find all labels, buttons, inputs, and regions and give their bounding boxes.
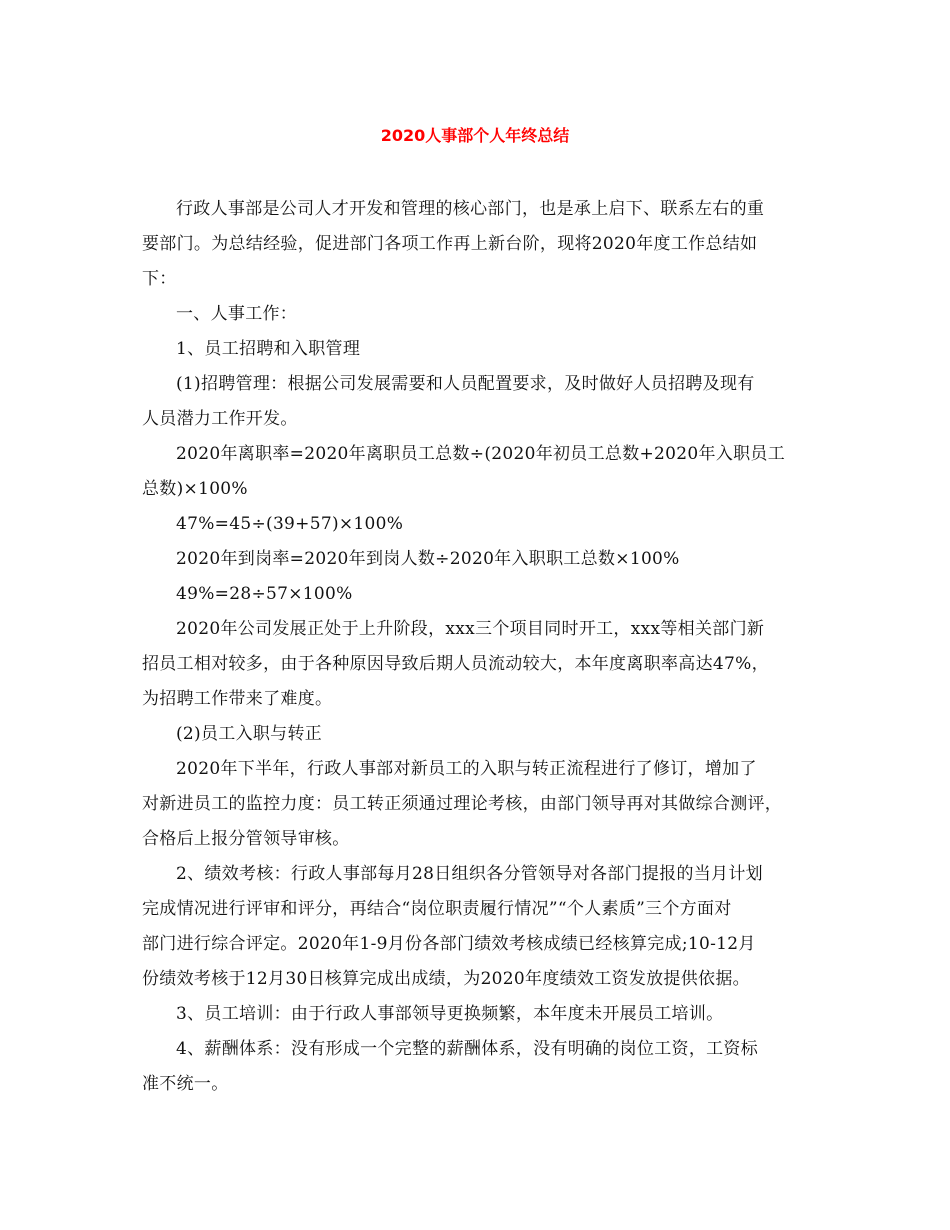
paragraph <box>142 717 822 752</box>
text-line: 准不统一。 <box>142 1074 229 1094</box>
text-line: 行政人事部是公司人才开发和管理的核心部门，也是承上启下、联系左右的重 <box>176 199 765 219</box>
paragraph <box>142 997 822 1032</box>
text-line: 下： <box>142 269 177 289</box>
paragraph <box>142 577 822 612</box>
text-line: 1、员工招聘和入职管理 <box>176 339 361 359</box>
paragraph <box>142 542 822 577</box>
text-line: 份绩效考核于12月30日核算完成出成绩，为2020年度绩效工资发放提供依据。 <box>142 969 750 989</box>
text-line: 完成情况进行评审和评分，再结合“岗位职责履行情况”“个人素质”三个方面对 <box>142 899 732 919</box>
text-line: 部门进行综合评定。2020年1-9月份各部门绩效考核成绩已经核算完成;10-12月 <box>142 934 756 954</box>
text-line: 为招聘工作带来了难度。 <box>142 689 333 709</box>
paragraph <box>142 192 822 297</box>
paragraph <box>142 332 822 367</box>
document-body <box>142 192 822 1102</box>
text-line: 对新进员工的监控力度：员工转正须通过理论考核，由部门领导再对其做综合测评， <box>142 794 783 814</box>
text-line: 合格后上报分管领导审核。 <box>142 829 350 849</box>
document-title: 2020人事部个人年终总结 <box>380 126 570 145</box>
text-line: 一、人事工作： <box>176 304 298 324</box>
text-line: 47%=45÷(39+57)×100% <box>176 514 404 534</box>
text-line: (2)员工入职与转正 <box>176 724 323 744</box>
paragraph <box>142 367 822 437</box>
text-line: 人员潜力工作开发。 <box>142 409 298 429</box>
text-line: (1)招聘管理：根据公司发展需要和人员配置要求，及时做好人员招聘及现有 <box>176 374 755 394</box>
text-line: 招员工相对较多，由于各种原因导致后期人员流动较大，本年度离职率高达47%， <box>142 654 769 674</box>
text-line: 2020年到岗率=2020年到岗人数÷2020年入职职工总数×100% <box>176 549 680 569</box>
text-line: 2020年公司发展正处于上升阶段，xxx三个项目同时开工，xxx等相关部门新 <box>176 619 765 639</box>
text-line: 要部门。为总结经验，促进部门各项工作再上新台阶，现将2020年度工作总结如 <box>142 234 758 254</box>
paragraph <box>142 297 822 332</box>
paragraph <box>142 857 822 997</box>
paragraph <box>142 437 822 507</box>
text-line: 49%=28÷57×100% <box>176 584 353 604</box>
paragraph <box>142 612 822 717</box>
text-line: 2、绩效考核：行政人事部每月28日组织各分管领导对各部门提报的当月计划 <box>176 864 763 884</box>
text-line: 2020年离职率=2020年离职员工总数÷(2020年初员工总数+2020年入职员工 <box>176 444 786 464</box>
text-line: 3、员工培训：由于行政人事部领导更换频繁，本年度未开展员工培训。 <box>176 1004 724 1024</box>
paragraph <box>142 507 822 542</box>
paragraph <box>142 1032 822 1102</box>
paragraph <box>142 752 822 857</box>
text-line: 总数)×100% <box>142 479 248 499</box>
text-line: 4、薪酬体系：没有形成一个完整的薪酬体系，没有明确的岗位工资，工资标 <box>176 1039 759 1059</box>
text-line: 2020年下半年，行政人事部对新员工的入职与转正流程进行了修订，增加了 <box>176 759 757 779</box>
